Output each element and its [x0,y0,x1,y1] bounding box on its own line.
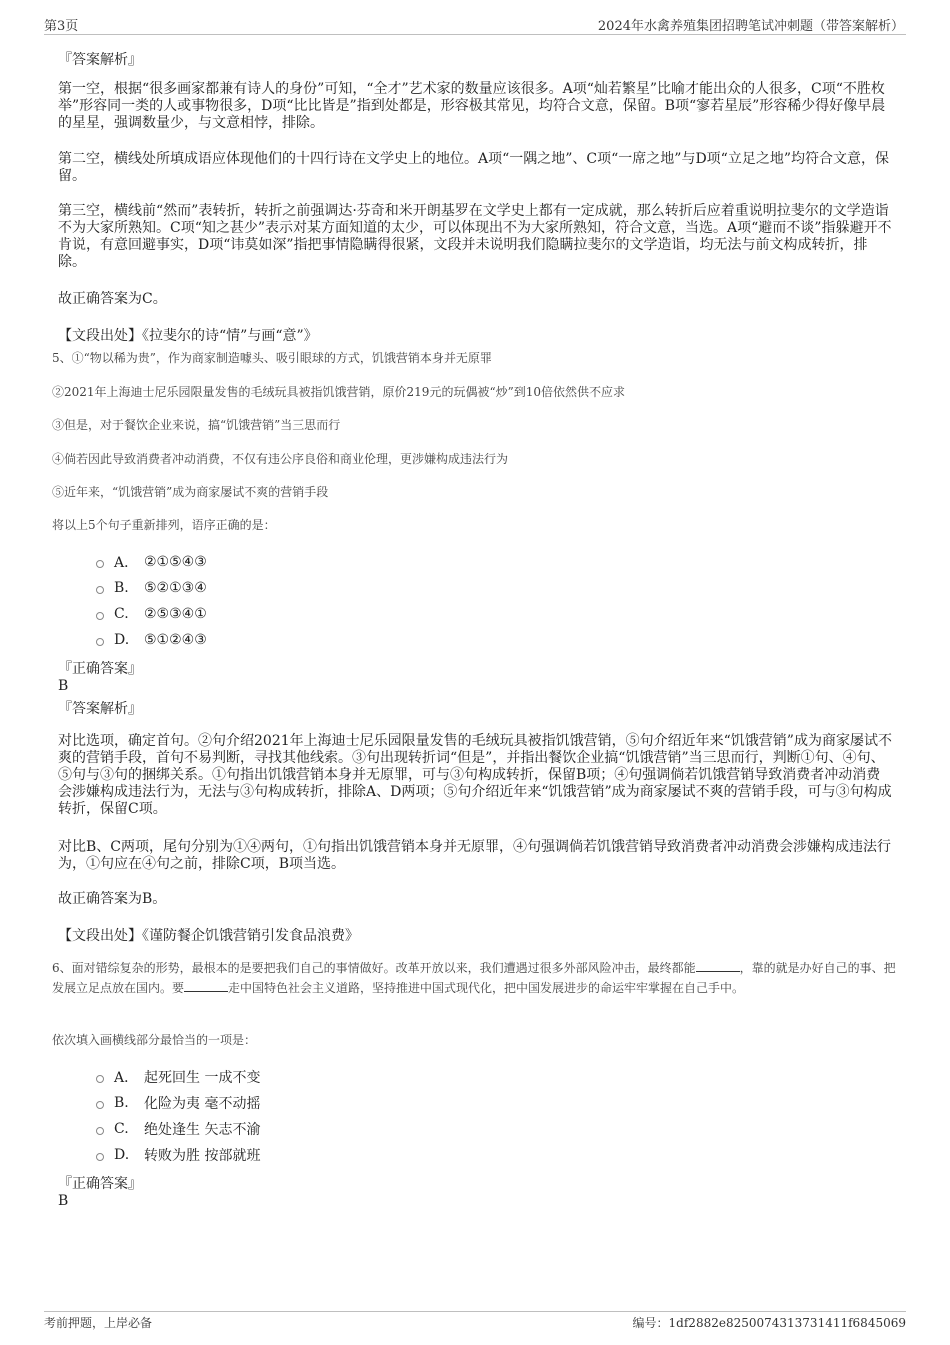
option-a[interactable] [96,553,207,571]
correct-answer-heading: 『正确答案』 [58,661,142,677]
radio-icon[interactable] [96,560,104,568]
option-c[interactable] [96,605,207,623]
question-6-prompt: 依次填入画横线部分最恰当的一项是： [52,1033,257,1047]
stem-part-3: 走中国特色社会主义道路，坚持推进中国式现代化，把中国发展进步的命运牢牢掌握在自己手中。 [228,981,745,995]
question-5-sentence-3: ③但是，对于餐饮企业来说，搞“饥饿营销”当三思而行 [52,418,341,432]
radio-icon[interactable] [96,612,104,620]
answer-analysis-heading: 『答案解析』 [58,52,142,68]
analysis-paragraph-2: 对比B、C两项，尾句分别为①④两句，①句指出饥饿营销本身并无原罪，④句强调倘若饥饿营销导致消费者冲动消费会涉嫌构成违法行为，①句应在④句之前，排除C项，B项当选。 [58,839,891,872]
document-title: 2024年水禽养殖集团招聘笔试冲刺题（带答案解析） [597,19,904,34]
option-letter: B. [114,1095,129,1111]
option-letter: A． [114,555,139,571]
correct-answer: B [58,1193,69,1209]
stem-part-2: ，靠的就是办好自己的事、把发展立足点放在国内。要 [52,961,896,995]
radio-icon[interactable] [96,1127,104,1135]
option-a[interactable] [96,1068,260,1086]
option-letter: C. [114,1121,129,1137]
option-letter: D. [114,1147,130,1163]
option-text: 起死回生 一成不变 [144,1070,261,1086]
question-5-sentence-2: ②2021年上海迪士尼乐园限量发售的毛绒玩具被指饥饿营销，原价219元的玩偶被“炒”到10倍依然供不应求 [52,385,625,399]
analysis-paragraph-2: 第二空，横线处所填成语应体现他们的十四行诗在文学史上的地位。A项“一隅之地”、C项“一席之地”与D项“立足之地”均符合文意，保留。 [58,151,889,184]
option-d[interactable] [96,631,207,649]
radio-icon[interactable] [96,1101,104,1109]
analysis-paragraph-1: 第一空，根据“很多画家都兼有诗人的身份”可知，“全才”艺术家的数量应该很多。A项“灿若繁星”比喻才能出众的人很多，C项“不胜枚举”形容同一类的人或事物很多，D项“比比皆是”指到处都是，形容极其常见，均符合文意，保留。B项“寥若星辰”形容稀少得好像早晨的星星，强调数量少，与文意相悖，排除。 [58,81,886,131]
answer-analysis-heading: 『答案解析』 [58,701,142,717]
option-text: ⑤①②④③ [144,632,207,648]
option-letter: C. [114,606,129,622]
option-text: ②①⑤④③ [144,554,207,570]
question-6-stem [52,958,898,998]
option-text: 绝处逢生 矢志不渝 [144,1122,261,1138]
question-5-sentence-4: ④倘若因此导致消费者冲动消费，不仅有违公序良俗和商业伦理，更涉嫌构成违法行为 [52,452,509,466]
fill-blank-2 [184,979,228,992]
code-label: 编号： [632,1316,669,1330]
radio-icon[interactable] [96,638,104,646]
correct-answer: B [58,678,69,694]
option-letter: D. [114,632,130,648]
footer-slogan: 考前押题，上岸必备 [44,1316,153,1330]
question-5-sentence-5: ⑤近年来，“饥饿营销”成为商家屡试不爽的营销手段 [52,485,329,499]
code-value: 1df2882e8250074313731411f6845069 [668,1316,906,1330]
option-text: ⑤②①③④ [144,580,207,596]
option-c[interactable] [96,1120,260,1138]
radio-icon[interactable] [96,1075,104,1083]
option-letter: A． [114,1070,139,1086]
document-code [633,1314,906,1331]
text-source: 【文段出处】《谨防餐企饥饿营销引发食品浪费》 [58,928,359,944]
option-text: 转败为胜 按部就班 [144,1148,261,1164]
radio-icon[interactable] [96,1153,104,1161]
page-number: 第3页 [44,19,79,34]
stem-part-1: 6、面对错综复杂的形势，最根本的是要把我们自己的事情做好。改革开放以来，我们遭遇过很多外部风险冲击，最终都能 [52,961,696,975]
analysis-paragraph-3: 第三空，横线前“然而”表转折，转折之前强调达·芬奇和米开朗基罗在文学史上都有一定成就，那么转折后应着重说明拉斐尔的文学造诣不为大家所熟知。C项“知之甚少”表示对某方面知道的太少，可以体现出不为大家所熟知，符合文意，当选。A项“避而不谈”指躲避开不肯说，有意回避事实，D项“讳莫如深”指把事情隐瞒得很紧，文段并未说明我们隐瞒拉斐尔的文学造诣，均无法与前文构成转折，排除。 [58,203,892,270]
analysis-paragraph-1: 对比选项，确定首句。②句介绍2021年上海迪士尼乐园限量发售的毛绒玩具被指饥饿营销，⑤句介绍近年来“饥饿营销”成为商家屡试不爽的营销手段，首句不易判断，寻找其他线索。③句出现转折词“但是”，并指出餐饮企业搞“饥饿营销”当三思而行，判断①句、④句、⑤句与③句的捆绑关系。①句指出饥饿营销本身并无原罪，可与③句构成转折，保留B项；④句强调倘若饥饿营销导致消费者冲动消费会涉嫌构成违法行为，无法与③句构成转折，排除A、D两项；⑤句介绍近年来“饥饿营销”成为商家屡试不爽的营销手段，可与③句构成转折，保留C项。 [58,733,892,817]
question-5-prompt: 将以上5个句子重新排列，语序正确的是： [52,518,276,532]
analysis-conclusion: 故正确答案为B。 [58,891,167,907]
text-source: 【文段出处】《拉斐尔的诗“情”与画“意”》 [58,328,318,344]
header-divider [44,34,906,35]
footer-divider [44,1311,906,1312]
question-5-stem: 5、①“物以稀为贵”，作为商家制造噱头、吸引眼球的方式，饥饿营销本身并无原罪 [52,351,492,365]
analysis-conclusion: 故正确答案为C。 [58,291,167,307]
fill-blank-1 [696,959,740,972]
option-text: ②⑤③④① [144,606,207,622]
option-letter: B. [114,580,129,596]
option-b[interactable] [96,1094,260,1112]
option-b[interactable] [96,579,207,597]
option-text: 化险为夷 毫不动摇 [144,1096,261,1112]
correct-answer-heading: 『正确答案』 [58,1176,142,1192]
radio-icon[interactable] [96,586,104,594]
option-d[interactable] [96,1146,260,1164]
